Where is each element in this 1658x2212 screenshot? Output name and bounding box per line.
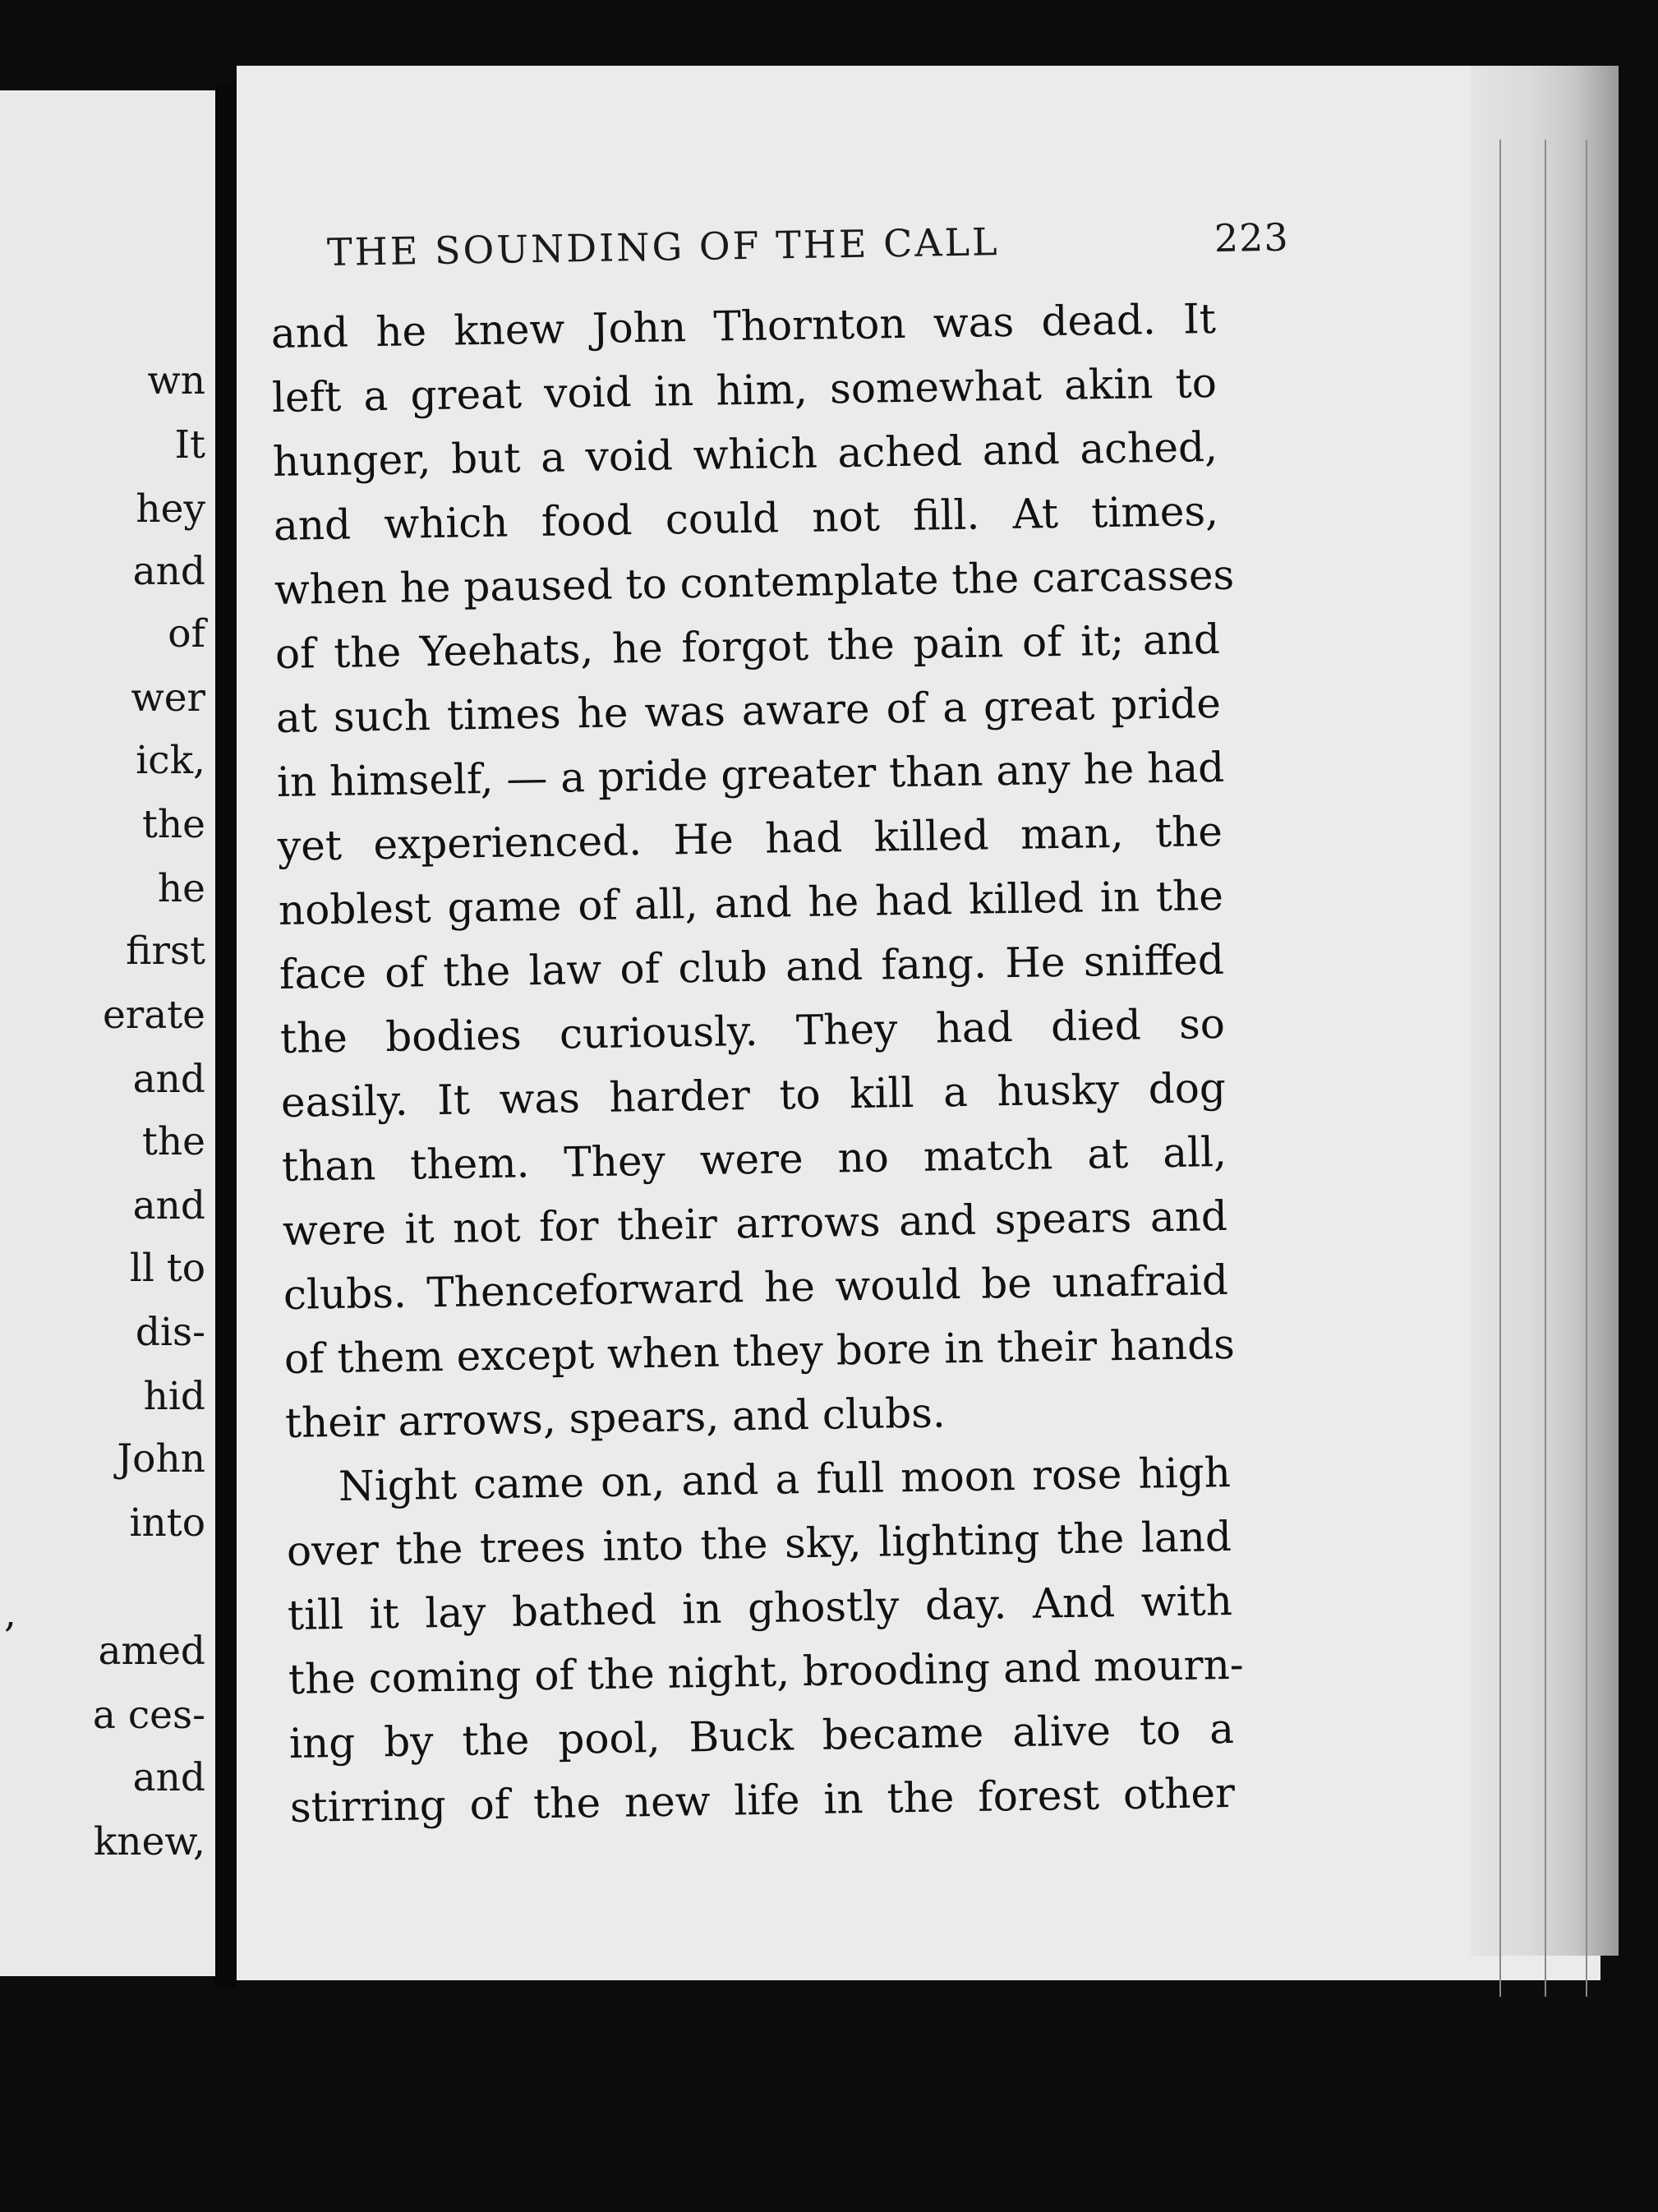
text-line: yet experienced. He had killed man, the [277, 807, 1223, 870]
left-page-line: into [129, 1500, 205, 1546]
text-line: easily. It was harder to kill a husky dog [280, 1063, 1227, 1127]
left-page-line: , [4, 1591, 16, 1636]
text-line: of the Yeehats, he forgot the pain of it; and [274, 615, 1221, 678]
left-page-line: hid [143, 1374, 205, 1419]
left-page-line: a ces- [92, 1693, 205, 1738]
left-page-line: It [174, 422, 205, 468]
text-line: at such times he was aware of a great pride [275, 679, 1222, 742]
page-edge-line [1545, 140, 1546, 1997]
text-line: their arrows, spears, and clubs. [284, 1389, 946, 1447]
left-page-line: hey [136, 486, 205, 532]
text-line: Night came on, and a full moon rose high [338, 1448, 1232, 1510]
left-page-line: the [142, 802, 205, 847]
page-number: 223 [1214, 214, 1290, 261]
text-line: in himself, — a pride greater than any he had [276, 743, 1225, 806]
left-page-line: ll to [129, 1246, 205, 1291]
text-line: face of the law of club and fang. He sniffed [279, 935, 1225, 998]
book-gutter [215, 82, 237, 1988]
left-page-line: dis- [135, 1310, 205, 1355]
text-line: ing by the pool, Buck became alive to a [288, 1704, 1235, 1767]
left-page-line: and [132, 549, 205, 594]
text-line: clubs. Thenceforward he would be unafraid [283, 1256, 1229, 1319]
text-line: stirring of the new life in the forest other [289, 1768, 1236, 1832]
text-line: noblest game of all, and he had killed in the [278, 871, 1224, 934]
text-line: and he knew John Thornton was dead. It [270, 294, 1217, 357]
left-page-line: ick, [136, 738, 205, 783]
text-line: when he paused to contemplate the carcasses [274, 551, 1235, 614]
page-edge-line [1586, 140, 1587, 1997]
left-page-line: first [126, 929, 205, 974]
text-line: the coming of the night, brooding and mourn- [288, 1640, 1245, 1703]
text-line: over the trees into the sky, lighting the land [286, 1512, 1232, 1575]
text-line: till it lay bathed in ghostly day. And with [287, 1576, 1233, 1639]
left-page [0, 90, 218, 1976]
left-page-line: amed [98, 1629, 205, 1674]
page-edge-line [1499, 140, 1501, 1997]
running-head [326, 214, 1290, 274]
text-line: than them. They were no match at all, [281, 1127, 1227, 1191]
text-line: left a great void in him, somewhat akin to [271, 358, 1218, 422]
text-line: hunger, but a void which ached and ached, [272, 422, 1218, 486]
left-page-line: and [132, 1183, 205, 1228]
page-edge [1471, 66, 1619, 1956]
left-page-line: of [168, 611, 205, 657]
left-page-line: John [117, 1436, 205, 1482]
left-page-line: the [142, 1119, 205, 1164]
left-page-line: wn [147, 358, 205, 403]
left-page-line: and [132, 1755, 205, 1800]
text-line: the bodies curiously. They had died so [279, 999, 1226, 1062]
left-page-line: knew, [93, 1819, 205, 1864]
left-page-line: and [132, 1057, 205, 1102]
text-line: of them except when they bore in their hands [283, 1320, 1236, 1383]
left-page-line: erate [102, 993, 205, 1038]
left-page-line: wer [131, 675, 205, 721]
chapter-title: THE SOUNDING OF THE CALL [326, 219, 1000, 274]
left-page-line: he [157, 866, 205, 911]
text-line: were it not for their arrows and spears and [282, 1191, 1228, 1255]
text-line: and which food could not fill. At times, [273, 486, 1219, 550]
right-page [237, 66, 1600, 1980]
